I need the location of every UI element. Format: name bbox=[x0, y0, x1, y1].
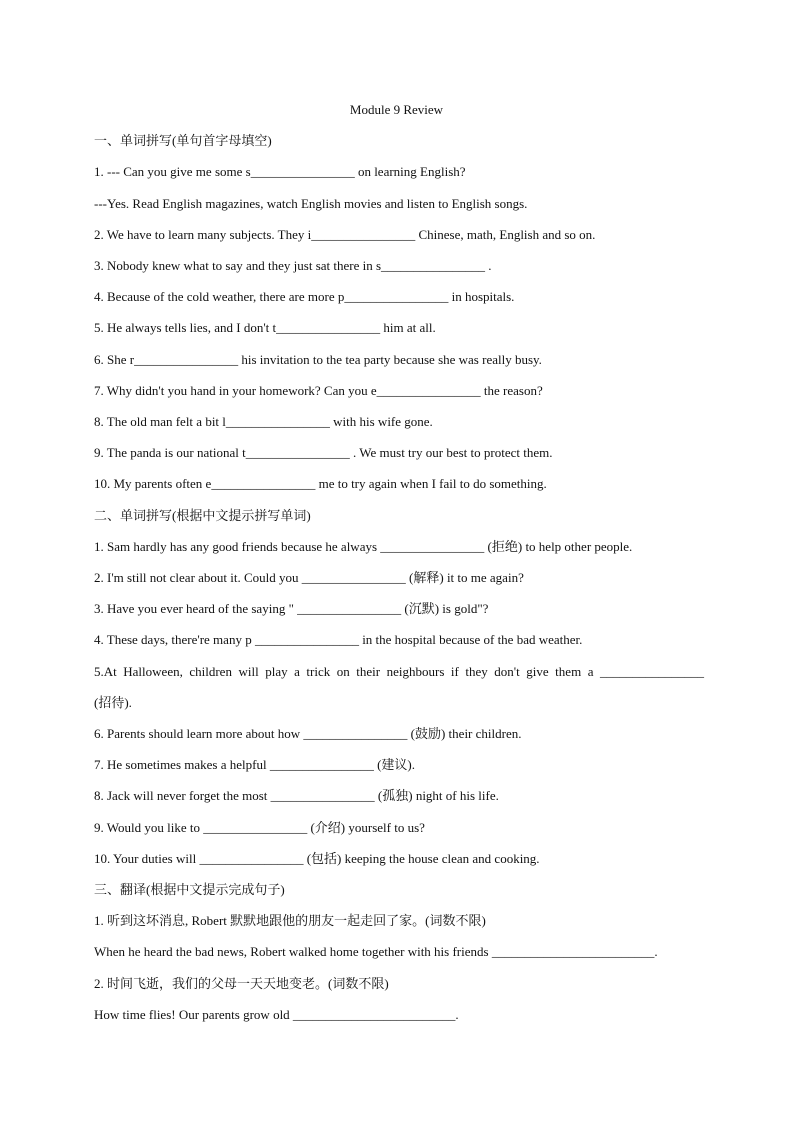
section-1-item: 9. The panda is our national t________________ . We must try our best to protect them. bbox=[94, 445, 553, 460]
section-2-item: 4. These days, there're many p ________________ in the hospital because of the bad weather. bbox=[94, 632, 583, 647]
section-1-item: 1. --- Can you give me some s________________ on learning English? bbox=[94, 164, 466, 179]
section-3-item: 2. 时间飞逝，我们的父母一天天地变老。(词数不限) bbox=[94, 976, 389, 991]
section-2-heading: 二、单词拼写(根据中文提示拼写单词) bbox=[94, 508, 311, 523]
section-2-item: 8. Jack will never forget the most ________________ (孤独) night of his life. bbox=[94, 788, 499, 803]
section-3-item: When he heard the bad news, Robert walked home together with his friends _________________________. bbox=[94, 944, 658, 959]
section-2-item: 1. Sam hardly has any good friends because he always ________________ (拒绝) to help other people. bbox=[94, 539, 633, 554]
section-1-item: 6. She r________________ his invitation to the tea party because she was really busy. bbox=[94, 352, 542, 367]
section-1-item: ---Yes. Read English magazines, watch English movies and listen to English songs. bbox=[94, 196, 528, 211]
section-2-item: 5.At Halloween, children will play a trick on their neighbours if they don't give them a ________________ bbox=[94, 664, 704, 679]
section-2-item: 10. Your duties will ________________ (包括) keeping the house clean and cooking. bbox=[94, 851, 540, 866]
section-2-item: 6. Parents should learn more about how ________________ (鼓励) their children. bbox=[94, 726, 522, 741]
section-2-item: 7. He sometimes makes a helpful ________________ (建议). bbox=[94, 757, 415, 772]
section-2-item: 9. Would you like to ________________ (介绍) yourself to us? bbox=[94, 820, 425, 835]
section-1-item: 8. The old man felt a bit l________________ with his wife gone. bbox=[94, 414, 433, 429]
section-1-heading: 一、单词拼写(单句首字母填空) bbox=[94, 133, 272, 148]
section-1-item: 4. Because of the cold weather, there are more p________________ in hospitals. bbox=[94, 289, 515, 304]
section-2-item-continuation: (招待). bbox=[94, 695, 132, 710]
section-3-item: How time flies! Our parents grow old _________________________. bbox=[94, 1007, 459, 1022]
section-1-item: 5. He always tells lies, and I don't t________________ him at all. bbox=[94, 320, 436, 335]
page-title: Module 9 Review bbox=[349, 102, 444, 117]
section-1-item: 3. Nobody knew what to say and they just sat there in s________________ . bbox=[94, 258, 492, 273]
section-2-item: 3. Have you ever heard of the saying " ________________ (沉默) is gold"? bbox=[94, 601, 489, 616]
section-1-item: 2. We have to learn many subjects. They i________________ Chinese, math, English and so on. bbox=[94, 227, 596, 242]
section-1-item: 10. My parents often e________________ me to try again when I fail to do something. bbox=[94, 476, 547, 491]
section-3-item: 1. 听到这坏消息, Robert 默默地跟他的朋友一起走回了家。(词数不限) bbox=[94, 913, 486, 928]
section-3-heading: 三、翻译(根据中文提示完成句子) bbox=[94, 882, 285, 897]
section-2-item: 2. I'm still not clear about it. Could you ________________ (解释) it to me again? bbox=[94, 570, 524, 585]
section-1-item: 7. Why didn't you hand in your homework? Can you e________________ the reason? bbox=[94, 383, 543, 398]
